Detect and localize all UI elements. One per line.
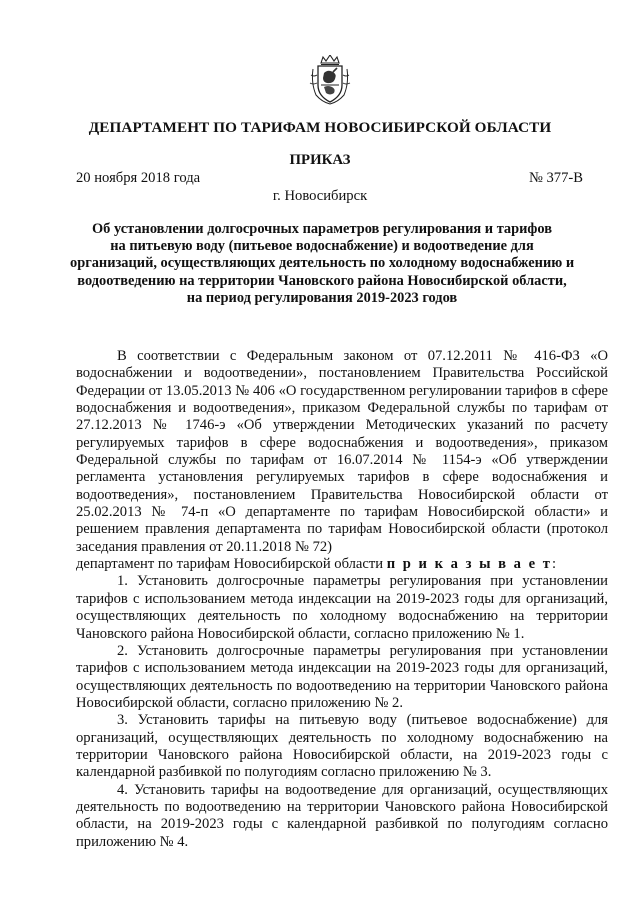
department-title: ДЕПАРТАМЕНТ ПО ТАРИФАМ НОВОСИБИРСКОЙ ОБЛАСТИ bbox=[88, 119, 552, 136]
novosibirsk-coat-of-arms-icon bbox=[309, 55, 351, 105]
subject-line: Об установлении долгосрочных параметров регулирования и тарифов bbox=[91, 221, 552, 237]
decree-line bbox=[76, 556, 608, 573]
order-item-2: 2. Установить долгосрочные параметры регулирования при установлении тарифов с использованием метода индексации на 2019-2023 годы для организаций, осуществляющих деятельность по водоотведению на территории Чановского района Новосибирской области, согласно приложению № 2. bbox=[76, 642, 608, 711]
order-city: г. Новосибирск bbox=[272, 188, 368, 204]
order-body bbox=[76, 348, 608, 851]
decree-lead: департамент по тарифам Новосибирской области bbox=[76, 556, 387, 573]
order-title: ПРИКАЗ bbox=[289, 152, 351, 168]
subject-line: на период регулирования 2019-2023 годов bbox=[186, 289, 458, 306]
order-item-4: 4. Установить тарифы на водоотведение для организаций, осуществляющих деятельность по водоотведению на территории Чановского района Новосибирской области, на 2019-2023 годы с календарной разбивкой по полугодиям согласно приложению № 4. bbox=[76, 781, 608, 850]
order-number: № 377-В bbox=[528, 170, 583, 186]
decree-tail: : bbox=[551, 556, 556, 573]
decree-emphasis: п р и к а з ы в а е т bbox=[386, 556, 552, 573]
preamble-paragraph: В соответствии с Федеральным законом от 07.12.2011 № 416-ФЗ «О водоснабжении и водоотведении», постановлением Правительства Российской Федерации от 13.05.2013 № 406 «О государственном регулировании тарифов в сфере водоснабжения и водоотведения», приказом Федеральной службы по тарифам от 27.12.2013 № 1746-э «Об утверждении Методических указаний по расчету регулируемых тарифов в сфере водоснабжения и водоотведения», приказом Федеральной службы по тарифам от 16.07.2014 № 1154-э «Об утверждении регламента установления регулируемых тарифов в сфере водоснабжения и водоотведения», постановлением Правительства Новосибирской области от 25.02.2013 № 74-п «О департаменте по тарифам Новосибирской области» и решением правления департамента по тарифам Новосибирской области (протокол заседания правления от 20.11.2018 № 72) bbox=[76, 348, 608, 555]
subject-line: водоотведению на территории Чановского района Новосибирской области, bbox=[77, 272, 567, 289]
order-item-1: 1. Установить долгосрочные параметры регулирования при установлении тарифов с использованием метода индексации на 2019-2023 годы для организаций, осуществляющих деятельность по холодному водоснабжению на территории Чановского района Новосибирской области, согласно приложению № 1. bbox=[76, 573, 608, 642]
order-subject bbox=[70, 221, 574, 307]
subject-line: организаций, осуществляющих деятельность по холодному водоснабжению и bbox=[70, 255, 575, 272]
order-item-3: 3. Установить тарифы на питьевую воду (питьевое водоснабжение) для организаций, осуществляющих деятельность по холодному водоснабжению на территории Чановского района Новосибирской области, на 2019-2023 годы с календарной разбивкой по полугодиям согласно приложению № 3. bbox=[76, 712, 608, 781]
subject-line: на питьевую воду (питьевое водоснабжение) и водоотведение для bbox=[110, 238, 534, 255]
order-date: 20 ноября 2018 года bbox=[76, 170, 201, 186]
